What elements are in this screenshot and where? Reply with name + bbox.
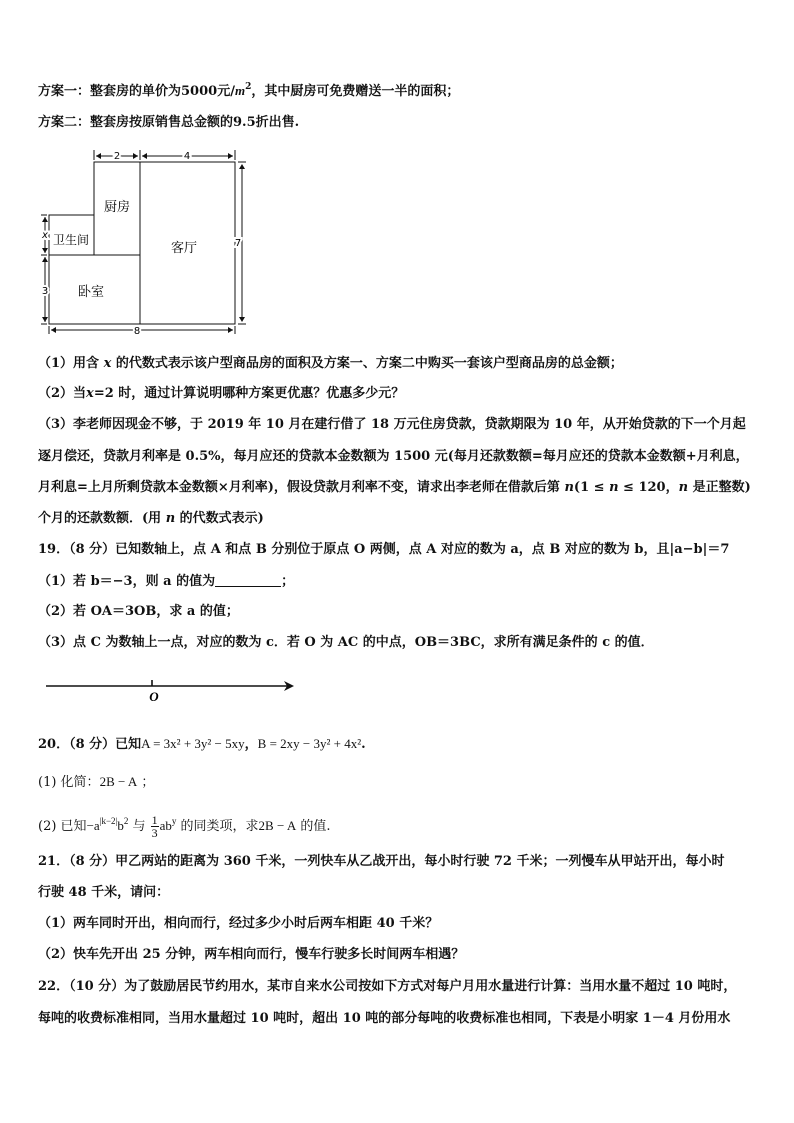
dim-2: 2 xyxy=(113,151,121,162)
q21-part2: （2）快车先开出 25 分钟，两车相向而行，慢车行驶多长时间两车相遇？ xyxy=(38,947,465,962)
q19-part1: （1）若 b＝−3，则 a 的值为 ； xyxy=(38,574,295,589)
q21-line1: 21．（8 分）甲乙两站的距离为 360 千米，一列快车从乙战开出，每小时行驶 72 千米；一列慢车从甲站开出，每小时 xyxy=(38,854,725,869)
q19-part3: （3）点 C 为数轴上一点，对应的数为 c．若 O 为 AC 的中点，OB＝3BC，求所有满足条件的 c 的值． xyxy=(38,635,654,650)
living-room-label: 客厅 xyxy=(170,241,198,256)
q20-part1: (1) 化简：2B − A ； xyxy=(38,774,155,790)
q18-part3-line2: 逐月偿还，贷款月利率是 0.5%，每月应还的贷款本金数额为 1500 元(每月还款数额=每月应还的贷款本金数额+月利息， xyxy=(38,449,749,464)
q18-part3-line4: 个月的还款数额．(用 n 的代数式表示) xyxy=(38,511,264,526)
fraction-one-third: $\frac{1}{3}$ xyxy=(151,813,158,840)
q18-part2: （2）当x=2 时，通过计算说明哪种方案更优惠？优惠多少元？ xyxy=(38,386,405,401)
q21-line2: 行驶 48 千米，请问： xyxy=(38,885,170,900)
q22-line2: 每吨的收费标准相同，当用水量超过 10 吨时，超出 10 吨的部分每吨的收费标准也相同，下表是小明家 1－4 月份用水 xyxy=(38,1011,731,1026)
q19-heading: 19．（8 分）已知数轴上，点 A 和点 B 分别位于原点 O 两侧，点 A 对应的数为 a，点 B 对应的数为 b，且|a−b|＝7 xyxy=(38,542,730,557)
dim-3: 3 xyxy=(41,286,49,297)
answer-blank xyxy=(215,574,281,587)
dim-7: 7 xyxy=(234,238,242,249)
dim-8: 8 xyxy=(133,326,141,337)
dim-x: x xyxy=(42,230,48,241)
number-line xyxy=(44,676,304,706)
q18-part3-line1: （3）李老师因现金不够，于 2019 年 10 月在建行借了 18 万元住房贷款，贷款期限为 10 年，从开始贷款的下一个月起 xyxy=(38,417,746,432)
origin-label: O xyxy=(149,689,159,704)
bathroom-label: 卫生间 xyxy=(52,233,90,247)
plan-one-text: 方案一：整套房的单价为5000元$/m^2$，其中厨房可免费赠送一半的面积； xyxy=(38,82,460,99)
plan-two-text: 方案二：整套房按原销售总金额的9.5折出售. xyxy=(38,115,300,130)
q20-part2: (2) 已知$-a^{|k-2|}b^2$ 与 $\frac{1}{3}$ $ab^y$ 的同类项，求2B − A 的值. xyxy=(38,813,331,840)
bedroom-label: 卧室 xyxy=(77,285,105,300)
expression-b: B = 2xy − 3y² + 4x² xyxy=(257,736,362,751)
floor-plan-diagram xyxy=(30,148,255,338)
q18-part3-line3: 月利息=上月所剩贷款本金数额×月利率)，假设贷款月利率不变，请求出李老师在借款后第 n(1 ≤ n ≤ 120，n 是正整数) xyxy=(38,480,751,495)
q20-heading: 20．（8 分）已知A = 3x² + 3y² − 5xy，B = 2xy − 3y² + 4x². xyxy=(38,736,366,752)
expression-a: A = 3x² + 3y² − 5xy xyxy=(141,736,245,751)
q19-part2: （2）若 OA＝3OB，求 a 的值； xyxy=(38,604,239,619)
kitchen-label: 厨房 xyxy=(103,200,131,215)
q22-line1: 22．（10 分）为了鼓励居民节约用水，某市自来水公司按如下方式对每户月用水量进行计算：当用水量不超过 10 吨时， xyxy=(38,979,737,994)
q18-part1: （1）用含 x 的代数式表示该户型商品房的面积及方案一、方案二中购买一套该户型商品房的总金额； xyxy=(38,356,623,371)
dim-4: 4 xyxy=(183,151,191,162)
q21-part1: （1）两车同时开出，相向而行，经过多少小时后两车相距 40 千米？ xyxy=(38,916,439,931)
